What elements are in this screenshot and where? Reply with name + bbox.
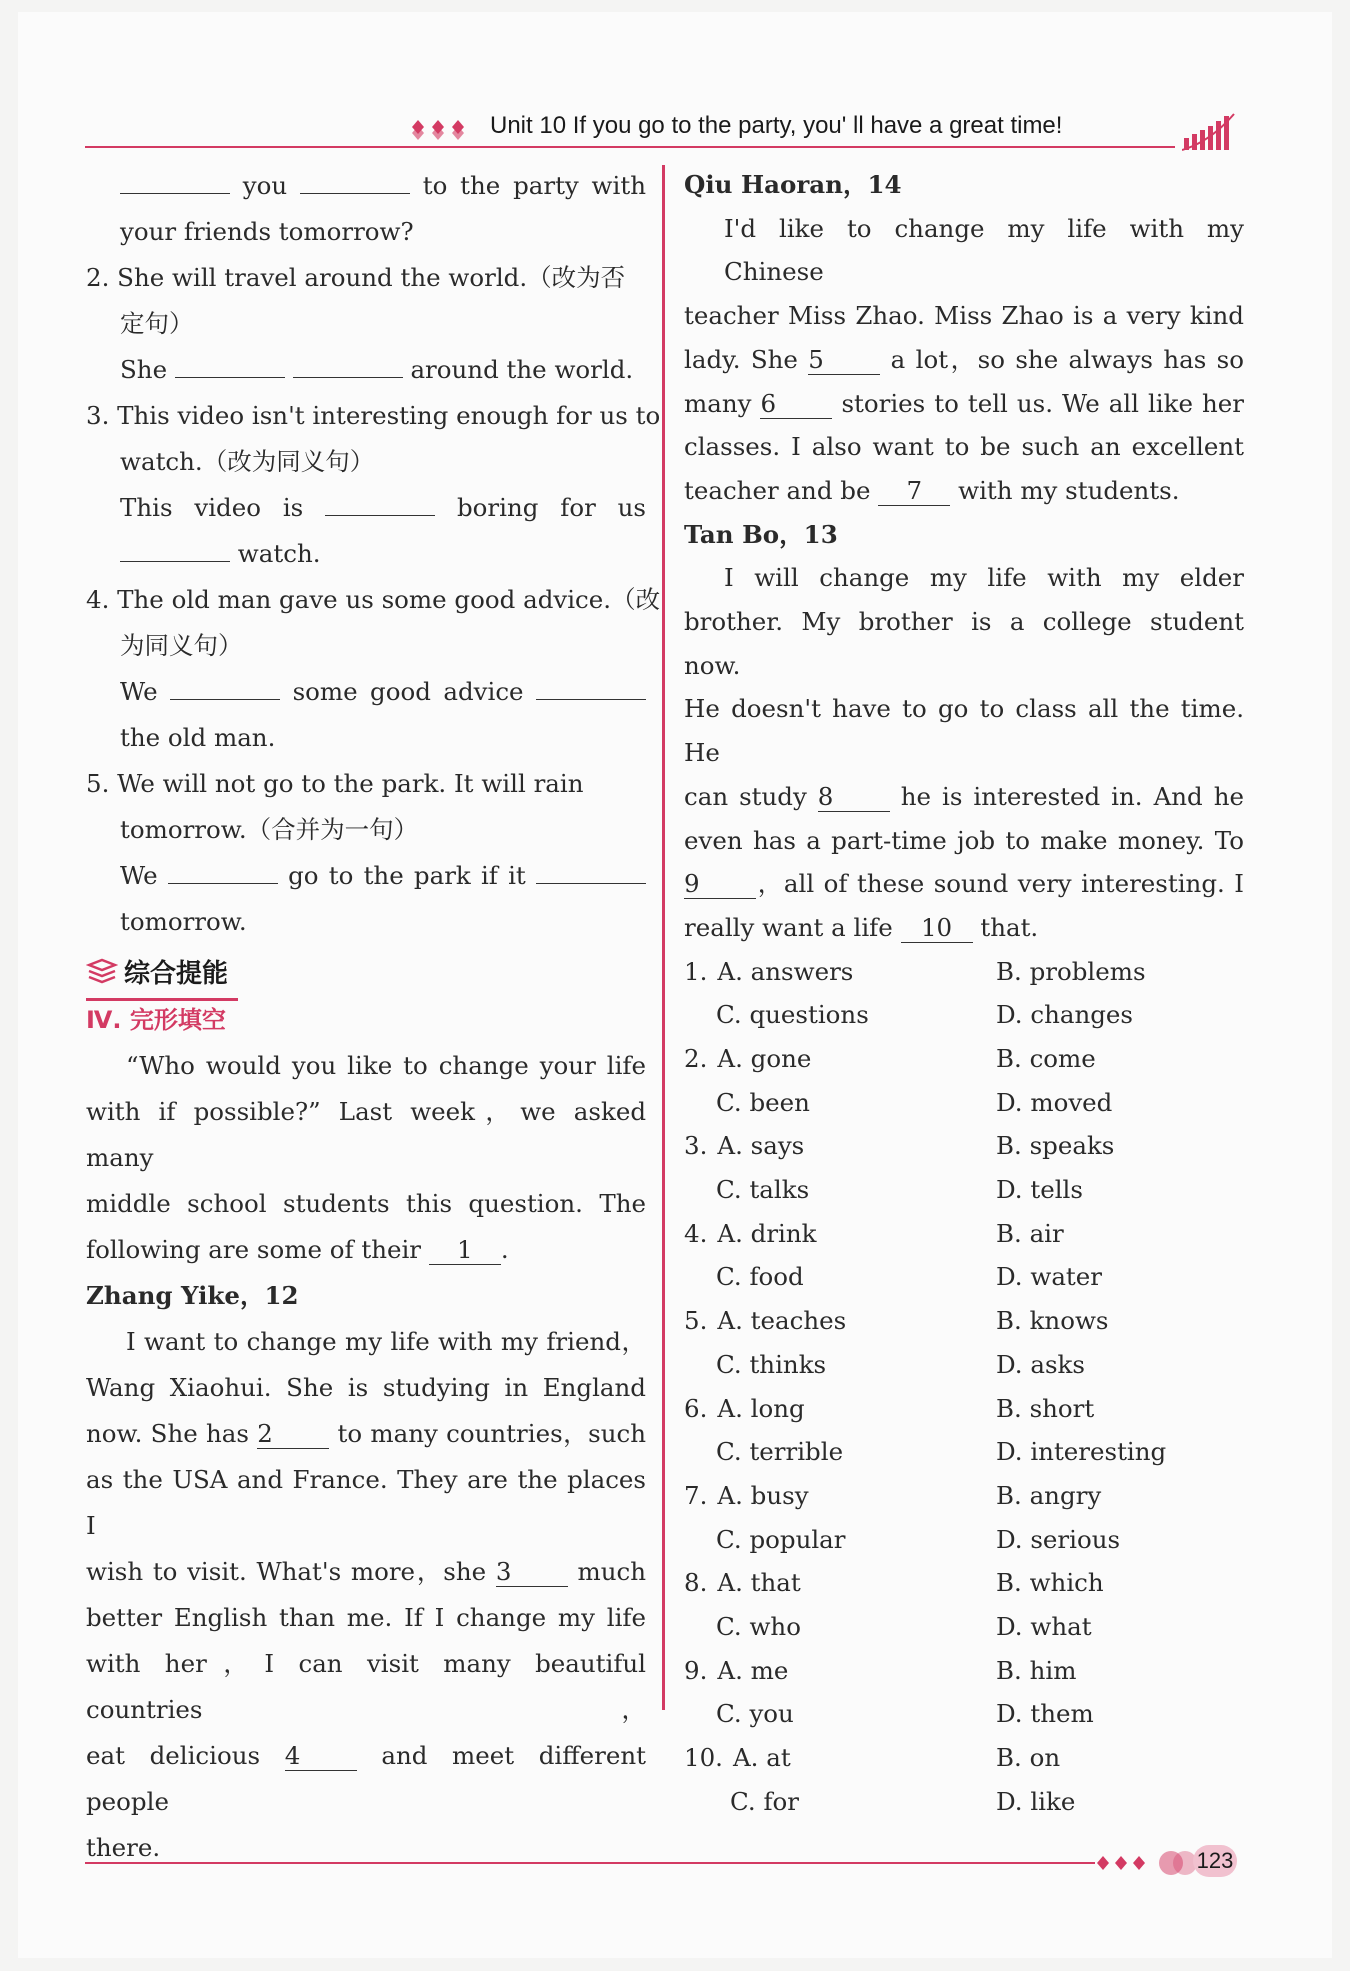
option-a: A. that: [717, 1568, 801, 1598]
q4-line3: We some good advice: [86, 669, 646, 715]
r1-line2: teacher Miss Zhao. Miss Zhao is a very kind: [684, 301, 1244, 331]
option-a: A. says: [717, 1131, 805, 1161]
option-number: 9.: [684, 1655, 708, 1685]
option-number: 4.: [684, 1218, 708, 1248]
q3-line3: This video is boring for us: [86, 485, 646, 531]
option-row: [684, 1387, 1244, 1431]
q5-line1: 5. We will not go to the park. It will rain: [86, 769, 584, 798]
option-row: [684, 1736, 1244, 1780]
q2-line3: She around the world.: [86, 347, 646, 393]
r2-line7: really want a life 10 that.: [684, 912, 1039, 942]
name-zhang: Zhang Yike，12: [86, 1281, 299, 1310]
blank-8: 8: [818, 783, 890, 812]
option-d: D. interesting: [996, 1437, 1167, 1467]
blank-5: 5: [808, 346, 880, 375]
option-b: B. angry: [996, 1480, 1102, 1510]
p2-line5: wish to visit. What's more，she 3 much: [86, 1557, 646, 1586]
p2-line3: now. She has 2 to many countries，such: [86, 1419, 646, 1448]
option-number: 2.: [684, 1044, 708, 1074]
r2-line1: I will change my life with my elder: [724, 563, 1244, 593]
blank-9: 9: [684, 870, 756, 899]
books-icon: [86, 957, 118, 987]
header-rule: [85, 146, 1175, 148]
q4-line1: 4. The old man gave us some good advice.（改: [86, 585, 661, 614]
r2-line3: He doesn't have to go to class all the time. He: [684, 694, 1244, 768]
option-d: D. them: [996, 1699, 1094, 1729]
option-b: B. which: [996, 1568, 1104, 1598]
r2-line4: can study 8 he is interested in. And he: [684, 781, 1244, 811]
q5-line3: We go to the park if it: [86, 853, 646, 899]
option-d: D. like: [996, 1786, 1076, 1816]
q3-line1: 3. This video isn't interesting enough for us to: [86, 401, 661, 430]
q4-line4: the old man.: [120, 723, 276, 752]
option-c: C. for: [730, 1786, 799, 1816]
option-row: [684, 1124, 1244, 1168]
column-divider: [662, 165, 665, 1710]
blank-4: 4: [285, 1742, 357, 1771]
options-list: [684, 950, 1244, 1824]
option-c: C. you: [716, 1699, 794, 1729]
option-number: 10.: [684, 1743, 723, 1773]
p2-line6: better English than me. If I change my life: [86, 1603, 646, 1632]
r1-line6: teacher and be 7 with my students.: [684, 475, 1180, 505]
option-c: C. been: [716, 1087, 810, 1117]
blank-1: 1: [429, 1236, 501, 1265]
option-row: [684, 1692, 1244, 1736]
p1-line2: with if possible?” Last week，we asked many: [86, 1097, 646, 1172]
r1-line1: I'd like to change my life with my Chinese: [724, 213, 1244, 287]
p2-line8: eat delicious 4 and meet different people: [86, 1741, 646, 1816]
q2-line1: 2. She will travel around the world.（改为否: [86, 263, 626, 292]
option-row: [684, 1037, 1244, 1081]
option-a: A. teaches: [717, 1306, 847, 1336]
option-a: A. answers: [717, 956, 854, 986]
option-row: [684, 993, 1244, 1037]
option-number: 1.: [684, 956, 708, 986]
option-row: [684, 1780, 1244, 1824]
option-b: B. short: [996, 1393, 1095, 1423]
option-row: [684, 1561, 1244, 1605]
name-tan: Tan Bo，13: [684, 519, 838, 549]
option-row: [684, 1605, 1244, 1649]
option-c: C. talks: [716, 1175, 810, 1205]
option-b: B. air: [996, 1218, 1064, 1248]
option-c: C. thinks: [716, 1349, 827, 1379]
cloze-heading: Ⅳ. 完形填空: [86, 1006, 226, 1034]
page-number: 123: [1193, 1845, 1237, 1877]
header-title: Unit 10 If you go to the party, you' ll have a great time!: [490, 112, 1063, 139]
blank-10: 10: [901, 914, 973, 943]
option-c: C. food: [716, 1262, 804, 1292]
q5-line2: tomorrow.（合并为一句）: [120, 815, 419, 844]
blank-3: 3: [496, 1558, 568, 1587]
r2-line6: 9 ，all of these sound very interesting. I: [684, 869, 1244, 899]
option-c: C. who: [716, 1611, 801, 1641]
option-d: D. serious: [996, 1524, 1121, 1554]
section-title: 综合提能: [86, 951, 228, 997]
r1-line5: classes. I also want to be such an excellent: [684, 432, 1244, 462]
option-b: B. on: [996, 1743, 1061, 1773]
q3-line2: watch.（改为同义句）: [120, 447, 375, 476]
option-row: [684, 1474, 1244, 1518]
option-b: B. problems: [996, 956, 1146, 986]
option-number: 8.: [684, 1568, 708, 1598]
left-column: [86, 163, 661, 1871]
q4-line2: 为同义句）: [120, 631, 243, 660]
blank-2: 2: [257, 1420, 329, 1449]
option-number: 6.: [684, 1393, 708, 1423]
blank-7: 7: [878, 477, 950, 506]
option-d: D. water: [996, 1262, 1102, 1292]
diamonds-icon: [410, 118, 490, 142]
r2-line2: brother. My brother is a college student now.: [684, 607, 1244, 680]
option-d: D. what: [996, 1611, 1092, 1641]
option-row: [684, 1212, 1244, 1256]
option-a: A. me: [717, 1655, 789, 1685]
blank-6: 6: [760, 390, 832, 419]
footer-diamonds-icon: [1095, 1848, 1205, 1878]
option-number: 3.: [684, 1131, 708, 1161]
option-d: D. moved: [996, 1087, 1113, 1117]
p2-line7: with her，I can visit many beautiful countries，: [86, 1649, 646, 1724]
option-c: C. terrible: [716, 1437, 844, 1467]
option-row: [684, 1649, 1244, 1693]
p2-line2: Wang Xiaohui. She is studying in England: [86, 1373, 646, 1402]
r1-line3: lady. She 5 a lot，so she always has so: [684, 344, 1244, 374]
option-b: B. come: [996, 1044, 1096, 1074]
option-c: C. popular: [716, 1524, 846, 1554]
option-row: [684, 1343, 1244, 1387]
option-b: B. him: [996, 1655, 1077, 1685]
option-row: [684, 950, 1244, 994]
option-d: D. asks: [996, 1349, 1085, 1379]
r1-line4: many 6 stories to tell us. We all like her: [684, 388, 1244, 418]
p1-line3: middle school students this question. The: [86, 1189, 646, 1218]
option-row: [684, 1518, 1244, 1562]
option-d: D. changes: [996, 1000, 1133, 1030]
q1-line1: you to the party with: [86, 163, 646, 209]
footer-rule: [85, 1862, 1095, 1864]
option-row: [684, 1168, 1244, 1212]
option-number: 7.: [684, 1480, 708, 1510]
right-column: [684, 163, 1244, 1823]
bar-chart-icon: [1182, 112, 1238, 152]
option-d: D. tells: [996, 1175, 1083, 1205]
option-row: [684, 1081, 1244, 1125]
q1-line2: your friends tomorrow?: [120, 217, 414, 246]
option-row: [684, 1255, 1244, 1299]
option-c: C. questions: [716, 1000, 869, 1030]
name-qiu: Qiu Haoran，14: [684, 170, 902, 199]
option-a: A. drink: [717, 1218, 817, 1248]
p2-line1: I want to change my life with my friend，: [126, 1327, 646, 1356]
q2-line2: 定句）: [120, 309, 194, 338]
option-b: B. speaks: [996, 1131, 1115, 1161]
q5-line4: tomorrow.: [120, 907, 247, 936]
option-a: A. gone: [717, 1044, 812, 1074]
p2-line4: as the USA and France. They are the places I: [86, 1465, 646, 1540]
p2-line9: there.: [86, 1833, 161, 1862]
r2-line5: even has a part-time job to make money. To: [684, 825, 1244, 855]
p1-line1: “Who would you like to change your life: [126, 1051, 646, 1080]
option-number: 5.: [684, 1306, 708, 1336]
option-a: A. busy: [717, 1480, 809, 1510]
option-b: B. knows: [996, 1306, 1109, 1336]
option-row: [684, 1430, 1244, 1474]
option-row: [684, 1299, 1244, 1343]
option-a: A. at: [732, 1743, 791, 1773]
option-a: A. long: [717, 1393, 805, 1423]
p1-line4: following are some of their 1 .: [86, 1235, 509, 1264]
q3-line4: watch.: [86, 531, 646, 577]
